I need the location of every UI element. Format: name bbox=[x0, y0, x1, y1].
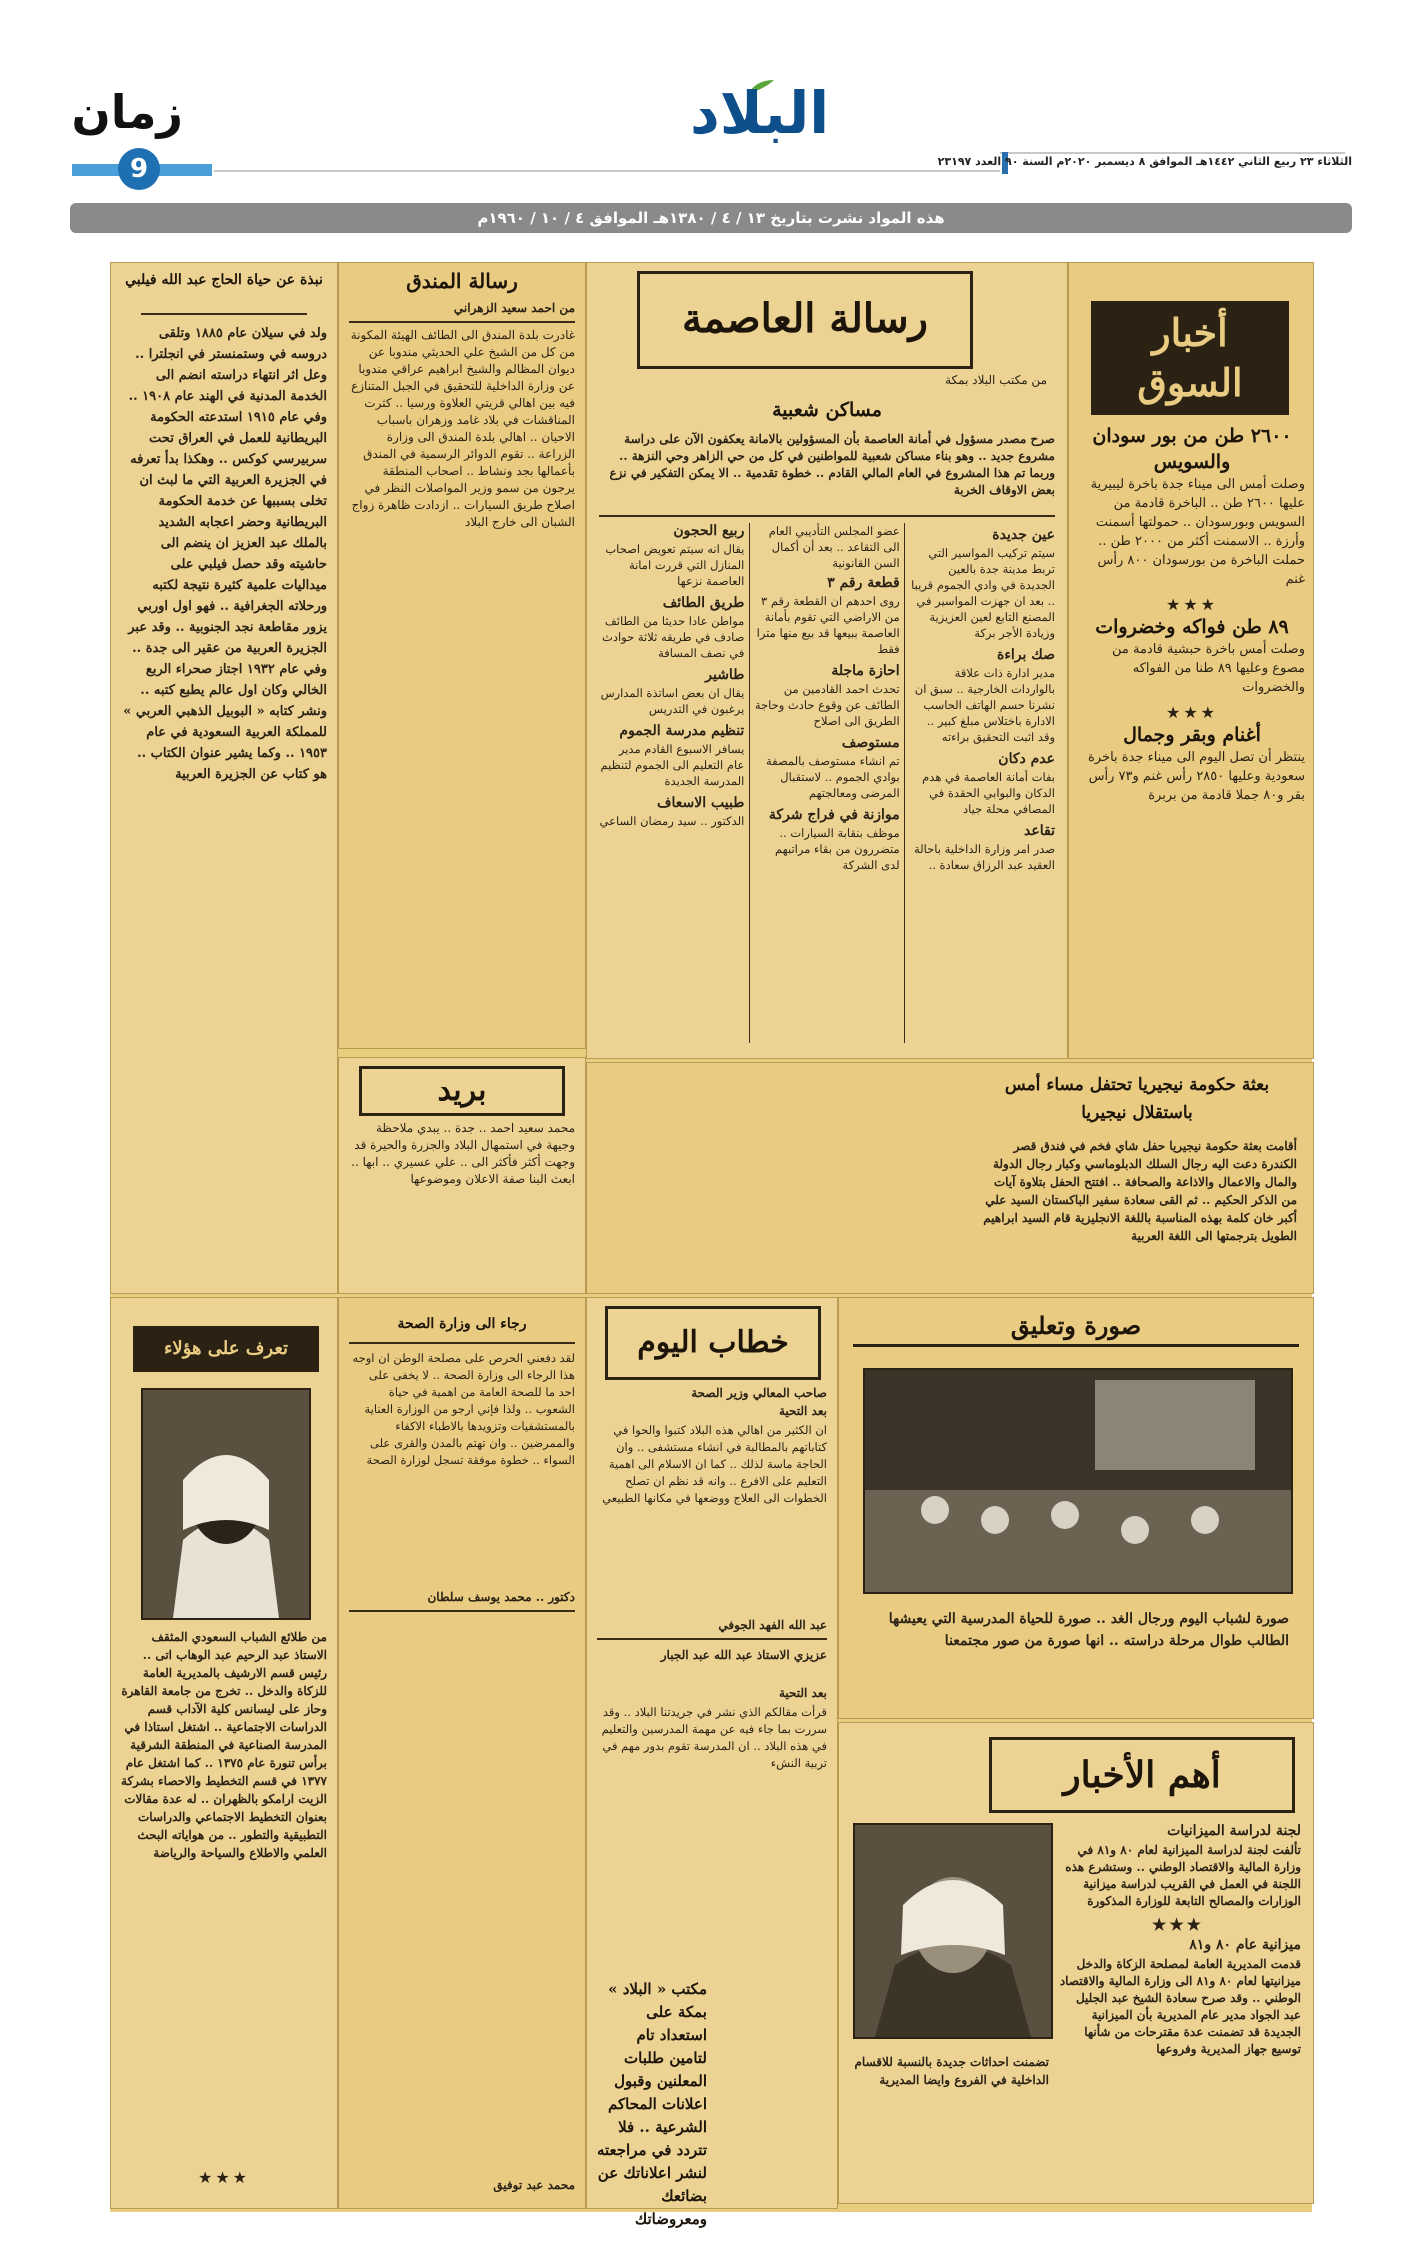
market-headline-1: ٢٦٠٠ طن من بور سودان والسويس bbox=[1092, 425, 1292, 473]
clipping-know-these bbox=[110, 1297, 338, 2209]
mail-body: محمد سعيد احمد .. جدة .. يبدي ملاحظة وجيهة في استمهال البلاد والجزرة والحيرة قد وجهت أكثر فأكثر الى .. علي عسيري .. ابها .. ابعث البنا صفة الاعلان وموضوعها bbox=[351, 1121, 575, 1186]
market-body-2: وصلت أمس باخرة حبشية قادمة من مصوع وعليها ٨٩ طنا من الفواكه والخضروات bbox=[1111, 642, 1305, 695]
brand-name: البلاد bbox=[690, 79, 830, 147]
nigeria-body: أقامت بعثة حكومة نيجيريا حفل شاي فخم في فندق قصر الكندرة دعت اليه رجال السلك الدبلوماسي وكبار رجال الدولة والمال والاعمال والاذاعة والصحافة .. افتتح الحفل بتلاوة آيات من الذكر الحكيم .. ثم القى سعادة سفير الباكستان السيد علي أكبر خان كلمة بهذه المناسبة باللغة الانجليزية قام السيد ابراهيم الطويل بترجمتها الى اللغة العربية bbox=[983, 1139, 1297, 1243]
speech-body-2: قرأت مقالكم الذي نشر في جريدتنا البلاد .. وقد سررت بما جاء فيه عن مهمة المدرسين والتعليم في هذه البلاد .. ان المدرسة تقوم بدور مهم في تربية النشء bbox=[601, 1705, 827, 1770]
capital-section: طاشير يقال ان بعض اساتذة المدارس يرغبون في التدريس bbox=[600, 667, 745, 716]
health-divider-2 bbox=[349, 1610, 575, 1612]
speech-to: صاحب المعالي وزير الصحة bbox=[691, 1386, 827, 1400]
speech-divider bbox=[597, 1638, 827, 1640]
capital-section: مستوصف تم انشاء مستوصف بالمصفة بوادي الجموم .. لاستقبال المرضى ومعالجتهم bbox=[765, 735, 900, 800]
capital-sections bbox=[599, 523, 1055, 1043]
know-title: تعرف على هؤلاء bbox=[163, 1338, 289, 1359]
capital-byline: من مكتب البلاد بمكة bbox=[945, 373, 1047, 387]
news-stars: ★★★ bbox=[1151, 1915, 1205, 1934]
market-title-box bbox=[1091, 301, 1289, 415]
know-body: من طلائع الشباب السعودي المثقف الاستاذ عبد الرحيم عبد الوهاب اتى .. رئيس قسم الارشيف بالمديرية العامة للزكاة والدخل .. تخرج من جامعة القاهرة وحاز على ليسانس كلية الآداب قسم الدراسات الاجتماعية .. اشتغل استاذا في المدرسة الصناعية في المنطقة الشرقية برأس تنورة عام ١٣٧٥ .. كما اشتغل عام ١٣٧٧ في قسم التخطيط والاحصاء بشركة الزيت ارامكو بالظهران .. له عدة مقالات بعنوان التخطيط الاجتماعي والدراسات التطبيقية والتطور .. من هواياته البحث العلمي والاطلاع والسياحة والرياضة bbox=[121, 1630, 327, 1860]
portrait-icon bbox=[143, 1390, 309, 1618]
capital-section: تنظيم مدرسة الجموم يسافر الاسبوع القادم مدير عام التعليم الى الجموم لتنظيم المدرسة الجديدة bbox=[600, 723, 745, 788]
market-headline-2: ٨٩ طن فواكه وخضروات bbox=[1095, 616, 1289, 638]
news-headline-1: لجنة لدراسة الميزانيات bbox=[1167, 1823, 1301, 1839]
clipping-top-news bbox=[838, 1722, 1314, 2204]
capital-section: قطعة رقم ٣ روى احدهم ان القطعة رقم ٣ من الاراضي التي تقوم بأمانة العاصمة ببيعها قد بيع منها مترا فقط bbox=[756, 575, 900, 656]
masthead-logo bbox=[690, 78, 830, 158]
classroom-icon bbox=[865, 1370, 1291, 1592]
health-byline: دكتور .. محمد يوسف سلطان bbox=[427, 1590, 575, 1604]
speech-body: ان الكثير من اهالي هذه البلاد كتبوا والحوا في كتاباتهم بالمطالبة في انشاء مستشفى .. وان الحاجة ماسة لذلك .. كما ان الاسلام الى اهمية التعليم على الافرع .. وانه قد نظم ان تصلح الخطوات الى العلاج ووضعها في مكانها الطبيعي bbox=[602, 1423, 827, 1505]
market-headline-3: أغنام وبقر وجمال bbox=[1123, 724, 1261, 746]
market-title: أخبار السوق bbox=[1137, 310, 1243, 405]
capital-section: عدم دكان بفات أمانة العاصمة في هدم الدكان والبوابي الحقدة في المصافي محلة جياد bbox=[922, 751, 1055, 816]
clipping-market-news bbox=[1068, 262, 1314, 1059]
speech-signature: عبد الله الفهد الجوفي bbox=[718, 1618, 827, 1632]
mandaq-byline: من احمد سعيد الزهراني bbox=[453, 301, 575, 315]
news-body-3: تضمنت احداثات جديدة بالنسبة للاقسام الداخلية في الفروع وايضا المديرية bbox=[854, 2055, 1049, 2087]
clipping-image-caption bbox=[838, 1297, 1314, 1719]
newspaper-page bbox=[110, 262, 1312, 2228]
capital-headline: مساكن شعبية bbox=[772, 399, 882, 421]
market-stars-2: ★★★ bbox=[1165, 703, 1219, 722]
clipping-mandaq-letter bbox=[338, 262, 586, 1049]
capital-section: ربيع الحجون يقال انه سيتم تعويض اصحاب المنازل التي قررت امانة العاصمة نزعها bbox=[605, 523, 745, 588]
capital-section: تقاعد صدر امر وزارة الداخلية باحالة العقيد عبد الرزاق سعادة .. عضو المجلس التأديبي العام الى التقاعد .. بعد أن أكمال السن القانونية bbox=[768, 524, 1055, 872]
capital-divider bbox=[599, 515, 1055, 517]
image-title: صورة وتعليق bbox=[1010, 1311, 1142, 1340]
official-portrait-icon bbox=[855, 1825, 1051, 2037]
market-stars-1: ★★★ bbox=[1165, 595, 1219, 614]
health-body: لقد دفعني الحرص على مصلحة الوطن ان اوجه هذا الرجاء الى وزارة الصحة .. لا يخفى على احد ما للصحة العامة من اهمية في حياة الشعوب .. ولذا فإني ارجو من الوزارة العناية بالمستشفيات وتزويدها بالاطباء الاكفاء والممرضين .. وان تهتم بالمدن والقرى على السواء .. خطوة موفقة تسجل لوزارة الصحة bbox=[352, 1351, 575, 1467]
news-title-box bbox=[989, 1737, 1295, 1813]
capital-title: رسالة العاصمة bbox=[682, 295, 928, 342]
market-body-3: ينتظر أن تصل اليوم الى ميناء جدة باخرة سعودية وعليها ٢٨٥٠ رأس غنم و٧٣ رأس بقر و٨٠ جملا قادمة من بربرة bbox=[1088, 750, 1305, 803]
news-items bbox=[1055, 1819, 1301, 2189]
speech-to-2: عزيزي الاستاذ عبد الله عبد الجبار bbox=[660, 1648, 827, 1662]
speech-ad: مكتب « البلاد » بمكة على استعداد تام لتامين طلبات المعلنين وقبول اعلانات المحاكم الشرعية .. فلا تتردد في مراجعته لنشر اعلاناتك عن بضائعك ومعروضاتك bbox=[596, 1980, 707, 2228]
know-title-box bbox=[133, 1326, 319, 1372]
clipping-capital-letter bbox=[586, 262, 1068, 1059]
capital-lead: صرح مصدر مسؤول في أمانة العاصمة بأن المسؤولين بالامانة يعكفون الآن على دراسة مشروع جديد .. وهو بناء مساكن شعبية للمواطنين في كل من حي الزاهر وحي النزهة .. وربما تم هذا المشروع في العام المالي القادم .. خطوة تقدمية .. الا يمكن التفكير في نزع بعض الاوقاف الخربة bbox=[609, 432, 1055, 497]
clipping-todays-speech bbox=[586, 1297, 838, 2228]
know-stars: ★★★ bbox=[197, 2168, 251, 2187]
clipping-health-request bbox=[338, 1297, 586, 2209]
header-divider-left bbox=[214, 170, 1000, 172]
mandaq-title: رسالة المندق bbox=[406, 269, 518, 293]
news-body-2: قدمت المديرية العامة لمصلحة الزكاة والدخل ميزانيتها لعام ٨٠ و٨١ الى وزارة المالية والاقتصاد الوطني .. وقد صرح سعادة الشيخ عبد الجليل عبد الجواد مدير عام المديرية بأن الميزانية الجديدة قد تضمنت عدة مقترحات من شأنها توسيع جهاز المديرية وفروعها bbox=[1059, 1957, 1301, 2056]
health-title: رجاء الى وزارة الصحة bbox=[397, 1316, 527, 1332]
mandaq-divider bbox=[349, 321, 575, 323]
news-title: أهم الأخبار bbox=[1063, 1754, 1221, 1796]
classroom-photo bbox=[863, 1368, 1293, 1594]
capital-title-box bbox=[637, 271, 973, 369]
page-number: 9 bbox=[118, 148, 160, 190]
capital-section: صك براءة مدير ادارة ذات علاقة بالواردات الخارجية .. سبق ان نشرنا حسم الهاتف الحاسب الادارة باختلاس مبلغ كبير .. وقد اثبت التحقيق براءته bbox=[914, 647, 1055, 744]
image-title-box bbox=[853, 1308, 1299, 1347]
mail-title: بريد bbox=[437, 1073, 487, 1108]
official-photo bbox=[853, 1823, 1053, 2039]
bio-divider bbox=[141, 313, 307, 315]
archive-notice: هذه المواد نشرت بتاريخ ١٣ / ٤ / ١٣٨٠هـ الموافق ٤ / ١٠ / ١٩٦٠م bbox=[70, 203, 1352, 233]
capital-section: موازنة في فراج شركة موظف بنقابة السيارات .. متضررون من بقاء مراتبهم لدى الشركة bbox=[768, 807, 900, 872]
section-title: زمان bbox=[71, 85, 183, 139]
health-signature: محمد عبد توفيق bbox=[493, 2178, 575, 2192]
mandaq-body: غادرت بلدة المندق الى الطائف الهيئة المكونة من كل من الشيخ علي الحديثي مندوبا عن ديوان المظالم والشيخ ابراهيم عراقي مندوبا عن وزارة الداخلية للتحقيق في الجبل المتنازع فيه بين اهالي قريتي العلاوة ورسيا .. كثرت المناقشات في بلاد غامد وزهران باسباب الاحيان .. اهالي بلدة المندق الى وزارة الزراعة .. تقوم الدوائر الرسمية في المندق بأعمالها بجد ونشاط .. اصحاب المنطقة يرجون من سمو وزير المواصلات النظر في اصلاح طريق السيارات .. ازدادت ظاهرة زواج الشبان الى خارج البلاد bbox=[350, 328, 575, 529]
header-divider bbox=[1000, 152, 1345, 154]
speech-title-box bbox=[605, 1306, 821, 1380]
nigeria-title: بعثة حكومة نيجيريا تحتفل مساء أمس باستقلال نيجيريا bbox=[1004, 1075, 1270, 1123]
bio-body: ولد في سيلان عام ١٨٨٥ وتلقى دروسه في وستمنستر في انجلترا .. وعل اثر انتهاء دراسته انضم الى الخدمة المدنية في الهند عام ١٩٠٨ .. وفي عام ١٩١٥ استدعته الحكومة البريطانية للعمل في العراق تحت سربيرسي كوكس .. وهكذا بدأ تعرفه في الجزيرة العربية التي ما لبث ان تخلى بسببها عن خدمة الحكومة البريطانية وحضر اعجابه الشديد بالملك عبد العزيز ان ينضم الى حاشيته وقد حصل فيلبي على ميداليات علمية كثيرة نتيجة لكتبه ورحلاته الجغرافية .. فهو اول اوربي يزور مقاطعة نجد الجنوبية .. وقد عبر الجزيرة العربية من عقير الى جدة .. وفي عام ١٩٣٢ اجتاز صحراء الربع الخالي وكان اول عالم يطبع كتبه .. ونشر كتابه « البوبيل الذهبي العربي » للمملكة العربية السعودية في عام ١٩٥٣ .. وكما يشير عنوان الكتاب .. هو كتاب عن الجزيرة العربية bbox=[123, 326, 327, 782]
health-divider bbox=[349, 1342, 575, 1344]
capital-section: طريق الطائف مواطن عادا حديثا من الطائف صادف في طريقه ثلاثة حوادث في نصف المسافة bbox=[602, 595, 745, 660]
clipping-mail bbox=[338, 1057, 586, 1294]
dateline: الثلاثاء ٢٣ ربيع الثاني ١٤٤٢هـ الموافق ٨ ديسمبر ٢٠٢٠م السنة ٩٠ العدد ٢٣١٩٧ bbox=[937, 155, 1352, 168]
clipping-philby-bio bbox=[110, 262, 338, 1294]
clipping-nigeria bbox=[586, 1062, 1314, 1294]
speech-greet-2: بعد التحية bbox=[778, 1686, 827, 1700]
capital-section: احازة ماجلة تحدث احمد القادمين من الطائف عن وقوع حادث وحاجة الطريق الى اصلاح bbox=[754, 663, 900, 728]
image-caption: صورة لشباب اليوم ورجال الغد .. صورة للحياة المدرسية التي يعيشها الطالب طوال مرحلة دراسته .. انها صورة من صور مجتمعنا bbox=[888, 1611, 1289, 1649]
bio-title: نبذة عن حياة الحاج عبد الله فيلبي bbox=[125, 272, 323, 288]
mail-title-box bbox=[359, 1066, 565, 1116]
speech-greet: بعد التحية bbox=[778, 1404, 827, 1418]
portrait-photo bbox=[141, 1388, 311, 1620]
news-body-1: تألفت لجنة لدراسة الميزانية لعام ٨٠ و٨١ في وزارة المالية والاقتصاد الوطني .. وستشرع هذه اللجنة في العمل في القريب لدراسة ميزانية الوزارات والمصالح التابعة للوزارة المذكورة bbox=[1065, 1843, 1301, 1908]
capital-section: طبيب الاسعاف الدكتور .. سيد رمضان الساعي bbox=[599, 795, 745, 828]
speech-title: خطاب اليوم bbox=[637, 1325, 789, 1360]
market-body-1: وصلت أمس الى ميناء جدة باخرة ليبيرية عليها ٢٦٠٠ طن .. الباخرة قادمة من السويس وبورسودان .. حمولتها أسمنت وأرزة .. الاسمنت أكثر من ٢٠٠٠ طن .. حملت الباخرة من بورسودان ٨٠٠ رأس غنم bbox=[1090, 477, 1305, 587]
news-headline-2: ميزانية عام ٨٠ و٨١ bbox=[1189, 1937, 1301, 1953]
capital-section: عين جديدة سيتم تركيب المواسير التي تربط مدينة جدة بالعين الجديدة في وادي الجموم قريبا .. بعد ان جهزت المواسير في المصنع التابع لعين العزيزية وزيادة الأجر بركة bbox=[911, 527, 1055, 640]
